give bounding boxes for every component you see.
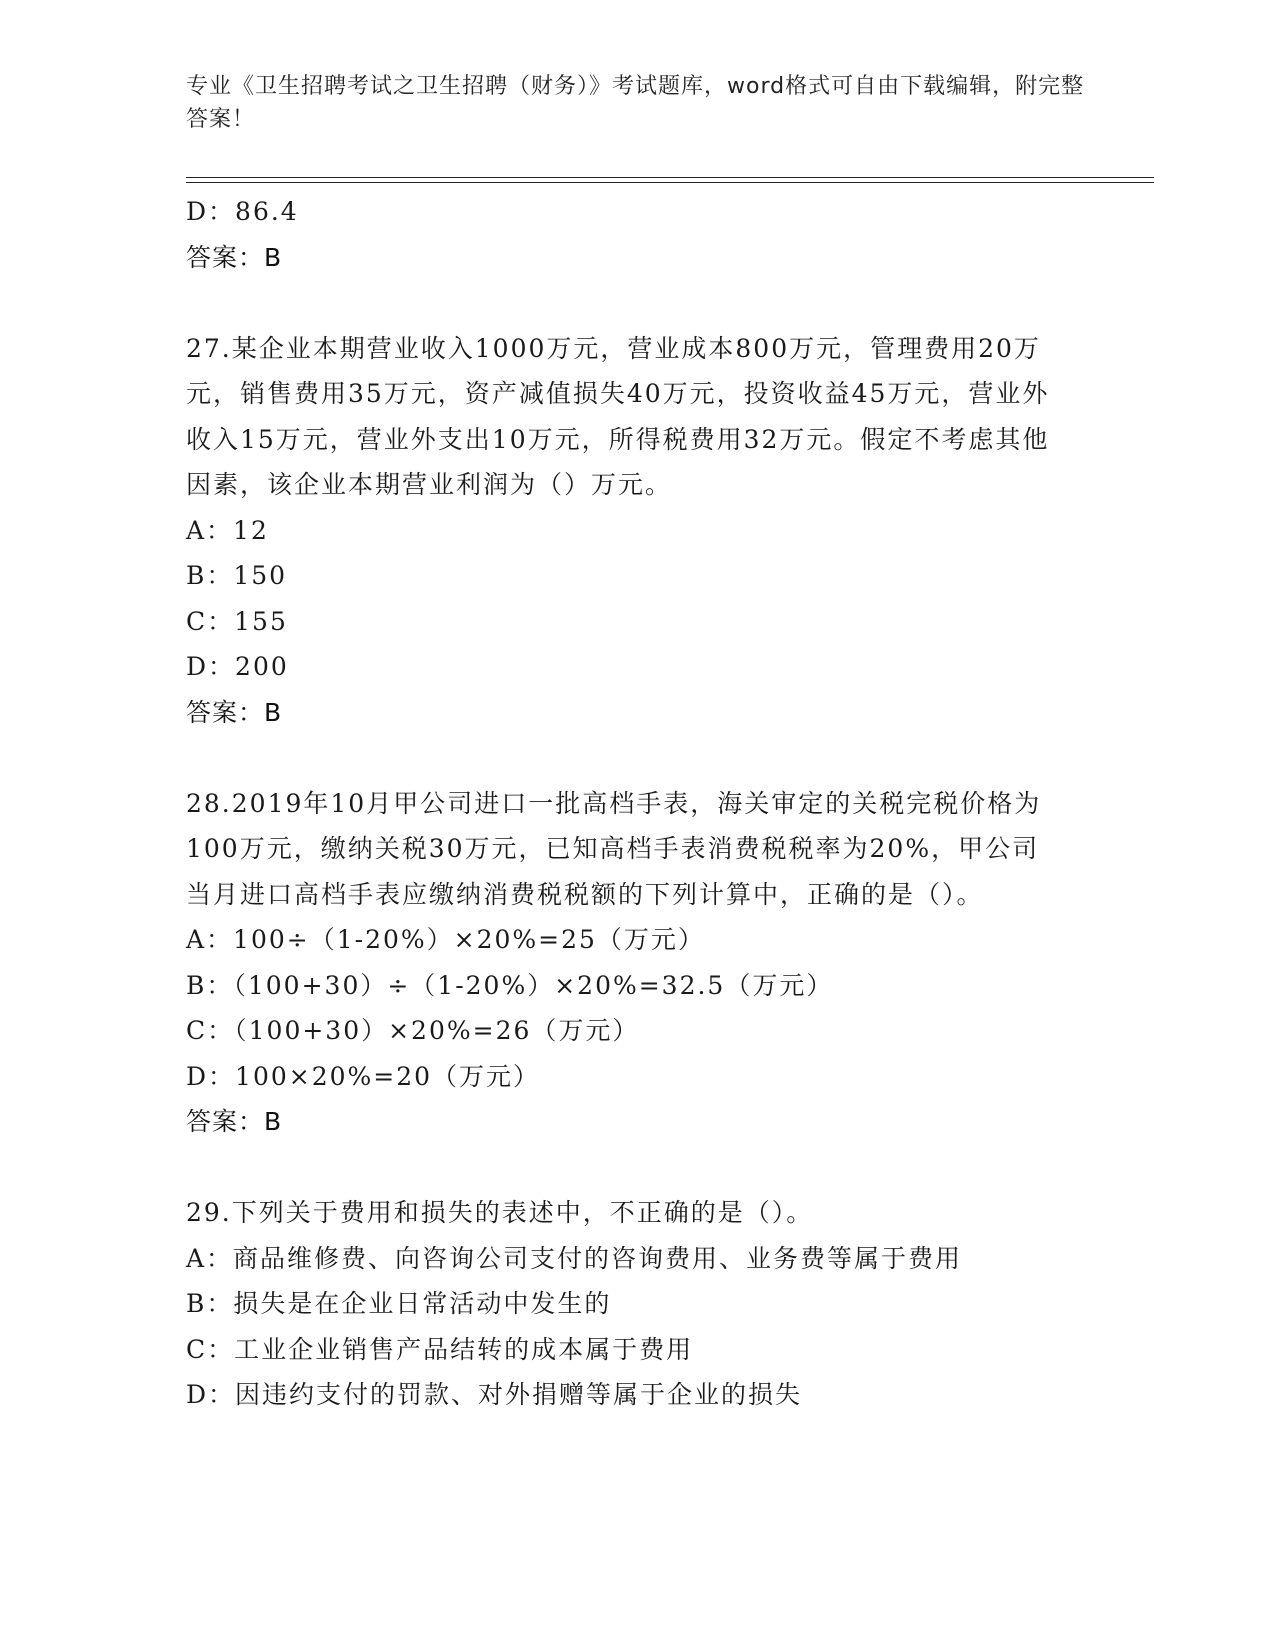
- option-b: B：损失是在企业日常活动中发生的: [186, 1289, 612, 1318]
- option-d: D：因违约支付的罚款、对外捐赠等属于企业的损失: [186, 1380, 803, 1409]
- option-d: D：100×20%=20（万元）: [186, 1061, 541, 1091]
- option-c: C：（100+30）×20%=26（万元）: [186, 1016, 640, 1045]
- option-b: B：150: [186, 561, 288, 590]
- question-block: [186, 1190, 1066, 1418]
- question-text: 28.2019年10月甲公司进口一批高档手表，海关审定的关税完税价格为100万元，缴纳关税30万元，已知高档手表消费税税率为20%，甲公司当月进口高档手表应缴纳消费税税额的下列计算中，正确的是（）。: [186, 788, 1042, 909]
- header-rule-top: [186, 177, 1154, 178]
- spacer: [186, 1145, 1066, 1191]
- option-a: A：商品维修费、向咨询公司支付的咨询费用、业务费等属于费用: [186, 1243, 963, 1273]
- header-rule-bottom: [186, 182, 1154, 183]
- option-d: D：86.4: [186, 197, 299, 226]
- page-header: 专业《卫生招聘考试之卫生招聘（财务）》考试题库，word格式可自由下载编辑，附完整答案！: [186, 74, 1085, 132]
- spacer: [186, 280, 1066, 326]
- answer-line: 答案：B: [186, 242, 283, 272]
- option-d: D：200: [186, 652, 289, 681]
- document-body: [186, 189, 1066, 1418]
- option-b: B：（100+30）÷（1-20%）×20%=32.5（万元）: [186, 970, 834, 1000]
- question-block: [186, 326, 1066, 736]
- question-block: [186, 781, 1066, 1145]
- option-a: A：100÷（1-20%）×20%=25（万元）: [186, 925, 705, 954]
- option-c: C：155: [186, 606, 288, 636]
- question-text: 29.下列关于费用和损失的表述中，不正确的是（）。: [186, 1198, 814, 1227]
- option-c: C：工业企业销售产品结转的成本属于费用: [186, 1334, 694, 1364]
- question-text: 27.某企业本期营业收入1000万元，营业成本800万元，管理费用20万元，销售费用35万元，资产减值损失40万元，投资收益45万元，营业外收入15万元，营业外支出10万元，所得税费用32万元。假定不考虑其他因素，该企业本期营业利润为（）万元。: [186, 333, 1050, 499]
- answer-line: 答案：B: [186, 1107, 283, 1136]
- option-a: A：12: [186, 515, 269, 545]
- spacer: [186, 735, 1066, 781]
- answer-line: 答案：B: [186, 697, 283, 727]
